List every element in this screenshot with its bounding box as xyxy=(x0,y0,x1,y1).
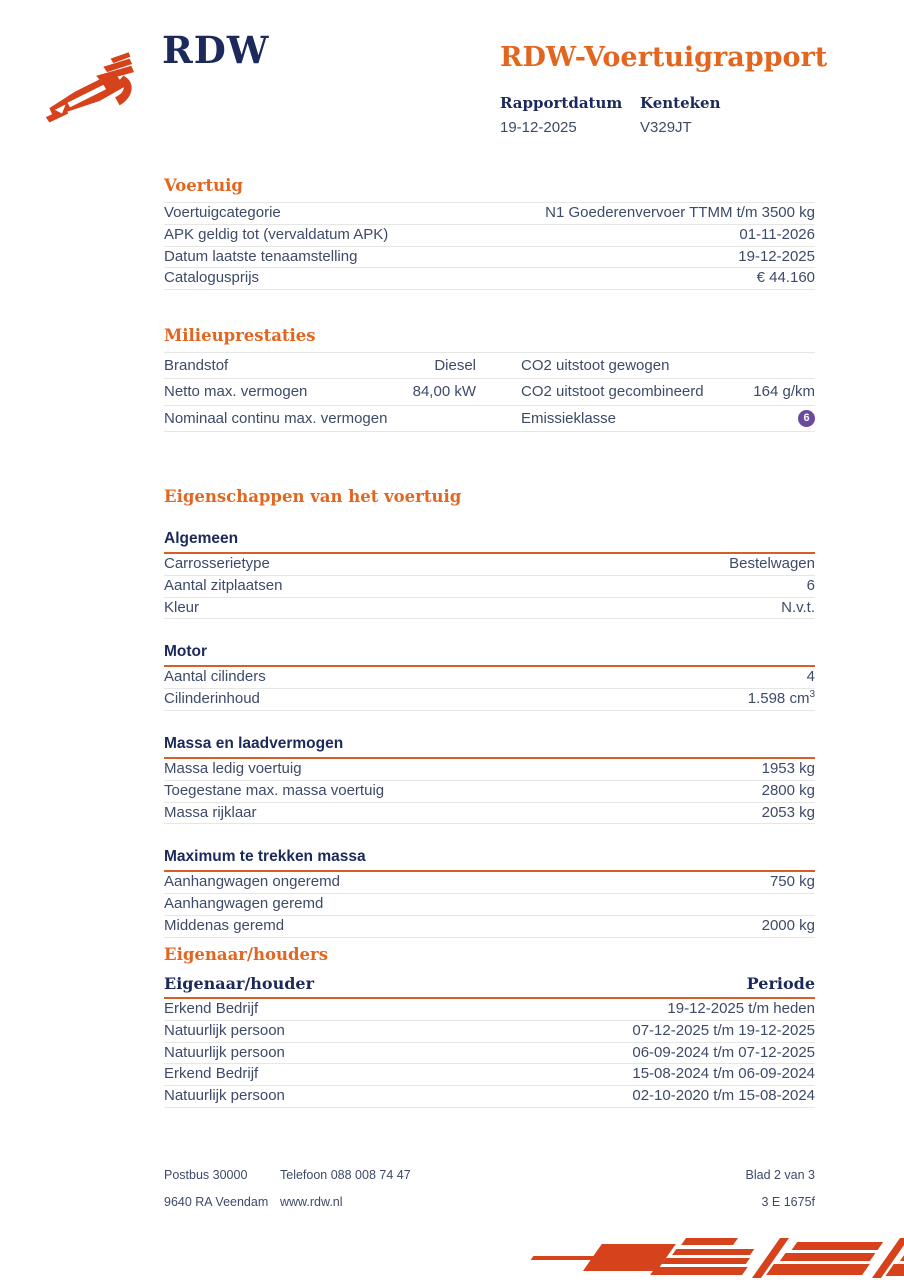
footer-postbox: Postbus 30000 xyxy=(164,1168,248,1182)
rdw-stripes-decoration-icon xyxy=(520,1238,904,1278)
section-voertuig xyxy=(164,176,815,290)
table-row xyxy=(164,225,815,247)
subsection-trekken xyxy=(164,848,815,937)
owner-period: 15-08-2024 t/m 06-09-2024 xyxy=(632,1065,815,1083)
section-eigenschappen xyxy=(164,487,815,938)
row-label: Aantal zitplaatsen xyxy=(164,576,283,594)
row-value: Diesel xyxy=(434,357,476,374)
column-header-period: Periode xyxy=(746,974,815,993)
emission-class-badge: 6 xyxy=(798,410,815,427)
row-label: Emissieklasse xyxy=(521,409,617,427)
rdw-logo-text: RDW xyxy=(162,28,270,72)
section-heading: Eigenaar/houders xyxy=(164,945,328,964)
subsection-title: Massa en laadvermogen xyxy=(164,735,815,759)
table-row xyxy=(164,689,815,711)
row-value: Bestelwagen xyxy=(729,555,815,572)
table-row xyxy=(164,353,815,379)
row-value xyxy=(711,410,815,428)
row-label: Massa ledig voertuig xyxy=(164,759,302,777)
owner-period: 06-09-2024 t/m 07-12-2025 xyxy=(632,1043,815,1061)
row-value: 6 xyxy=(806,576,815,594)
column-header-owner: Eigenaar/houder xyxy=(164,974,315,993)
table-row xyxy=(164,598,815,620)
row-value: 2053 kg xyxy=(761,803,815,821)
report-date-label: Rapportdatum xyxy=(500,94,623,112)
section-heading: Milieuprestaties xyxy=(164,326,316,345)
table-row xyxy=(164,759,815,781)
license-plate-block xyxy=(640,94,780,136)
row-label: Aanhangwagen ongeremd xyxy=(164,873,340,891)
row-label: APK geldig tot (vervaldatum APK) xyxy=(164,225,389,243)
row-value: 19-12-2025 xyxy=(738,247,815,265)
owners-table-header xyxy=(164,974,815,999)
owner-type: Natuurlijk persoon xyxy=(164,1021,285,1039)
table-row xyxy=(164,1086,815,1108)
report-date-value: 19-12-2025 xyxy=(500,119,577,136)
row-value: 84,00 kW xyxy=(412,383,476,401)
subsection-motor xyxy=(164,643,815,711)
section-milieuprestaties xyxy=(164,326,815,432)
row-label: Catalogusprijs xyxy=(164,269,260,287)
table-row xyxy=(164,803,815,825)
report-title: RDW-Voertuigrapport xyxy=(500,42,828,73)
table-row xyxy=(164,576,815,598)
row-value: 1.598 $cm^3$ xyxy=(747,689,815,708)
owner-period: 07-12-2025 t/m 19-12-2025 xyxy=(632,1021,815,1039)
subsection-title: Motor xyxy=(164,643,815,667)
table-row xyxy=(164,916,815,938)
row-label: Aantal cilinders xyxy=(164,668,266,686)
table-row xyxy=(164,379,815,405)
row-value: N1 Goederenvervoer TTMM t/m 3500 kg xyxy=(545,204,815,221)
table-row xyxy=(164,1064,815,1086)
row-value: 1953 kg xyxy=(761,759,815,777)
row-value: N.v.t. xyxy=(781,598,815,616)
subsection-algemeen xyxy=(164,530,815,619)
table-row xyxy=(164,268,815,290)
owner-type: Natuurlijk persoon xyxy=(164,1043,285,1061)
footer-page-indicator: Blad 2 van 3 xyxy=(745,1168,815,1182)
rdw-feather-logo-icon xyxy=(44,50,152,132)
row-label: Carrosserietype xyxy=(164,555,270,572)
row-label: Voertuigcategorie xyxy=(164,204,281,221)
row-value: 2800 kg xyxy=(761,781,815,799)
row-value: 01-11-2026 xyxy=(739,225,815,243)
footer-phone: Telefoon 088 008 74 47 xyxy=(280,1168,411,1182)
footer-city: 9640 RA Veendam xyxy=(164,1195,269,1209)
row-value: € 44.160 xyxy=(756,269,815,287)
subsection-title: Algemeen xyxy=(164,530,815,554)
page-footer xyxy=(164,1168,815,1222)
subsection-massa xyxy=(164,735,815,824)
table-row xyxy=(164,1021,815,1043)
table-row xyxy=(164,872,815,894)
row-value: 750 kg xyxy=(769,873,815,891)
report-date-block xyxy=(500,94,640,136)
footer-form-code: 3 E 1675f xyxy=(761,1195,815,1209)
owner-period: 19-12-2025 t/m heden xyxy=(667,1000,815,1017)
table-row xyxy=(164,667,815,689)
row-label: Kleur xyxy=(164,598,200,616)
table-row xyxy=(164,247,815,269)
row-label: Brandstof xyxy=(164,357,229,374)
table-row xyxy=(164,999,815,1021)
row-label: Nominaal continu max. vermogen xyxy=(164,409,388,427)
report-meta xyxy=(500,94,780,136)
table-row xyxy=(164,894,815,916)
section-heading: Eigenschappen van het voertuig xyxy=(164,487,462,506)
row-label: Netto max. vermogen xyxy=(164,383,308,401)
row-value: 2000 kg xyxy=(761,916,815,934)
owner-period: 02-10-2020 t/m 15-08-2024 xyxy=(632,1087,815,1105)
row-label: CO2 uitstoot gewogen xyxy=(521,357,670,374)
row-label: Middenas geremd xyxy=(164,916,285,934)
row-label: Aanhangwagen geremd xyxy=(164,895,324,913)
row-value: 164 g/km xyxy=(753,383,815,401)
table-row xyxy=(164,406,815,433)
section-eigenaren xyxy=(164,945,815,1108)
table-row xyxy=(164,781,815,803)
row-value: 4 xyxy=(806,668,815,686)
section-heading: Voertuig xyxy=(164,176,243,195)
owner-type: Natuurlijk persoon xyxy=(164,1087,285,1105)
table-row xyxy=(164,1043,815,1065)
row-label: Toegestane max. massa voertuig xyxy=(164,781,385,799)
row-label: Cilinderinhoud xyxy=(164,690,260,708)
license-plate-label: Kenteken xyxy=(640,94,721,112)
superscript: 3 xyxy=(809,689,815,701)
owner-type: Erkend Bedrijf xyxy=(164,1065,259,1083)
table-row xyxy=(164,554,815,576)
owner-type: Erkend Bedrijf xyxy=(164,1000,259,1017)
row-label: Massa rijklaar xyxy=(164,803,257,821)
license-plate-value: V329JT xyxy=(640,119,692,136)
table-row xyxy=(164,203,815,225)
subsection-title: Maximum te trekken massa xyxy=(164,848,815,872)
footer-website: www.rdw.nl xyxy=(280,1195,343,1209)
row-label: Datum laatste tenaamstelling xyxy=(164,247,358,265)
row-label: CO2 uitstoot gecombineerd xyxy=(521,383,704,401)
